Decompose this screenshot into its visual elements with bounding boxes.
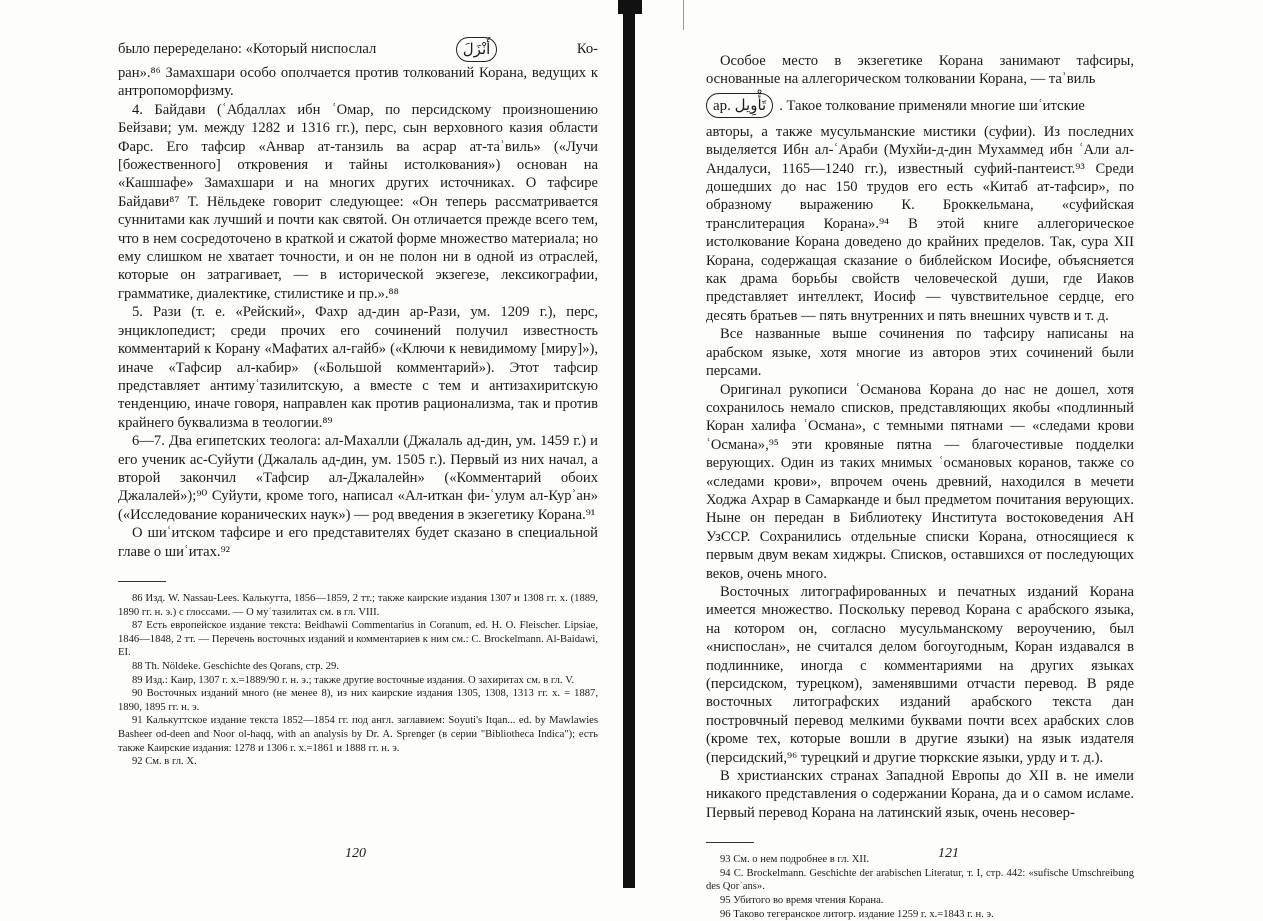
- footnote-92: 92 См. в гл. X.: [132, 756, 197, 768]
- left-paragraph-1: ран».⁸⁶ Замахшари особо ополчается против толкований Корана, ведущих к антропоморфизму.: [118, 65, 598, 100]
- right-intro-line: Особое место в экзегетике Корана занимают тафсиры, основанные на аллегорическом толковании Корана, — таʾвиль: [706, 53, 1134, 88]
- right-body: [706, 52, 1134, 822]
- right-paragraph-1: Все названные выше сочинения по тафсиру написаны на арабском языке, хотя многие из авторов этих сочинений были персами.: [706, 326, 1134, 380]
- footnote-96: 96 Таково тегеранское литогр. издание 1259 г. х.=1843 г. н. э.: [720, 908, 994, 920]
- arabic-term-box: [706, 93, 773, 118]
- left-first-line-before: было переределано: «Который ниспослал: [118, 40, 377, 57]
- left-paragraph-2: 4. Байдави (ʿАбдаллах ибн ʿОмар, по персидскому произношению Бейзави; ум. между 1282 и 1316 гг.), перс, сын верховного казия области Фарс. Его тафсир «Анвар ат-танзиль ва асрар ат-таʾвиль» («Лучи [божественного] откровения и тайны истолкования») основан на «Кашшафе» Замахшари и на многих других источниках. О тафсире Байдави⁸⁷ Т. Нёльдеке говорит следующее: «Он теперь рассматривается суннитами как лучший и почти как святой. Он отличается прежде всего тем, что в нем сосредоточено в краткой и сжатой форме множество материала; но ему слишком не хватает точности, и он не полон ни в одной из отраслей, которые он затрагивает, — в исторической экзегезе, лексикографии, грамматике, диалектике, стилистике и пр.».⁸⁸: [118, 101, 598, 302]
- left-page: [118, 40, 598, 769]
- footnote-89: 89 Изд.: Каир, 1307 г. х.=1889/90 г. н. э.; также другие восточные издания. О захиритах см. в гл. V.: [132, 674, 575, 686]
- right-intro-after: . Такое толкование применяли многие шиʿитские: [779, 97, 1085, 114]
- footnote-95: 95 Убитого во время чтения Корана.: [720, 895, 884, 907]
- left-footnotes: [118, 592, 598, 769]
- footnote-90: 90 Восточных изданий много (не менее 8), из них каирские издания 1305, 1308, 1313 гг. х. = 1887, 1890, 1895 гг. н. э.: [118, 688, 598, 713]
- right-intro-arabic-line: [706, 89, 1134, 123]
- footnote-86: 86 Изд. W. Nassau-Lees. Калькутта, 1856—1859, 2 тт.; также каирские издания 1307 и 1308 гг. х. (1889, 1890 гг. н. э.) с глоссами. — О муʿтазилитах см. в гл. VIII.: [118, 592, 598, 618]
- gutter-shadow: [623, 10, 635, 888]
- page-number-right: 121: [938, 846, 959, 861]
- arabic-term: تَأْوِيل: [734, 96, 767, 115]
- footnote-87: 87 Есть европейское издание текста: Beidhawii Commentarius in Coranum, ed. H. O. Fleischer. Lipsiae, 1846—1848, 2 тт. — Перечень восточных изданий и комментариев к ним см.: C. Brockelmann. Al-Baidawi, EI.: [118, 620, 598, 659]
- footnote-rule-left: [118, 581, 166, 582]
- right-footnotes: [706, 853, 1134, 921]
- right-paragraph-4: В христианских странах Западной Европы до XII в. не имели никакого представления о содержании Корана, да и о самом исламе. Первый перевод Корана на латинский язык, очень несовер-: [706, 768, 1134, 821]
- right-intro: [706, 52, 1134, 123]
- arabic-word-box: [456, 37, 498, 62]
- right-paragraph-3: Восточных литографированных и печатных изданий Корана имеется множество. Поскольку перевод Корана с арабского языка, на котором он, согласно мусульманскому вероучению, был «ниспослан», не считался делом богоугодным, Коран издавался в подлиннике, иногда с комментариями на других языках (персидском, турецком), заменявшими отчасти перевод. В ряде восточных литографских изданий арабского текста дан постровчный перевод мелкими буквами почти всех арабских слов (кроме тех, которые вошли в другие языки) на язык издателя (персидский,⁹⁶ турецкий и другие тюркские языки, урду и т. д.).: [706, 583, 1134, 766]
- footnote-93: 93 См. о нем подробнее в гл. XII.: [720, 854, 870, 866]
- footnote-88: 88 Th. Nöldeke. Geschichte des Qorans, стр. 29.: [132, 660, 339, 672]
- book-gutter: [618, 0, 640, 888]
- arabic-word: أَنْزَلَ: [462, 39, 491, 58]
- page-edge-line: [683, 0, 684, 30]
- right-paragraph-0: авторы, а также мусульманские мистики (суфии). Из последних выделяется Ибн ал-ʿАраби (Мухйи-д-дин Мухаммед ибн ʿАли ал-Андалуси, 1165—1240 гг.), известный суфий-пантеист.⁹³ Среди дошедших до нас 150 трудов его есть «Китаб ат-тафсир», по образному выражению К. Броккельмана, «суфийская транслитерация Корана».⁹⁴ В этой книге аллегорическое истолкование Корана доведено до крайних пределов. Так, сура XII Корана, содержащая сказание о библейском Иосифе, объясняется как драма борьбы свойств человеческой души, где Иаков представляет интеллект, Иосиф — чувствительное сердце, его десять братьев — пять внутренних и пять внешних чувств и т. д.: [706, 123, 1134, 324]
- right-page: [706, 40, 1134, 921]
- footnote-91: 91 Калькуттское издание текста 1852—1854 гг. под англ. заглавием: Soyuti's Itqan... ed. by Mawlawies Basheer od-deen and Noor ol-haqq, with an analysis by Dr. A. Sprenger (в серии "Bibliotheca Indica"); есть также Каирские издания: 1278 и 1306 г. х.=1861 и 1888 гг. н. э.: [118, 715, 598, 754]
- footnote-rule-right: [706, 842, 754, 843]
- left-paragraph-4: 6—7. Два египетских теолога: ал-Махалли (Джалаль ад-дин, ум. 1459 г.) и его ученик ас-Суйути (Джалаль ад-дин, ум. 1505 г.). Первый из них начал, а второй закончил «Тафсир ал-Джалалейн» («Комментарий обоих Джалалей»);⁹⁰ Суйути, кроме того, написал «Ал-иткан фи-ʿулум ал-Курʾан» («Исследование коранических наук») — род введения в экзегетику Корана.⁹¹: [118, 433, 598, 523]
- right-paragraph-2: Оригинал рукописи ʿОсманова Корана до нас не дошел, хотя сохранилось немало списков, представляющих якобы «подлинный Коран халифа ʿОсмана», с темными пятнами — «следами крови ʿОсмана»,⁹⁵ эти кровяные пятна — благочестивые подделки верующих. Один из таких мнимых ʿосмановых коранов, также со «следами крови», впрочем очень древний, находился в мечети Ходжа Ахрар в Самарканде и был предметом почитания верующих. Ныне он передан в Библиотеку Института востоковедения АН УзССР. Сохранились отдельные списки Корана, относящиеся к первым двум векам хиджры. Списков, оставшихся от последующих веков, очень много.: [706, 381, 1134, 582]
- page-number-left: 120: [345, 846, 366, 861]
- left-paragraph-5: О шиʿитском тафсире и его представителях будет сказано в специальной главе о шиʿитах.⁹²: [118, 525, 598, 560]
- left-body: [118, 34, 598, 561]
- arabic-prefix: ар.: [713, 98, 731, 115]
- left-paragraph-3: 5. Рази (т. е. «Рейский», Фахр ад-дин ар-Рази, ум. 1209 г.), перс, энциклопедист; среди прочих его сочинений получил известность комментарий к Корану «Мафатих ал-гайб» («Ключи к невидимому [миру]»), иначе «Тафсир ал-кабир» («Большой комментарий»). Этот тафсир представляет антимуʿтазилитскую, а вместе с тем и антизахиритскую тенденцию, иначе говоря, направлен как против рационализма, так и против крайнего буквализма в теологии.⁸⁹: [118, 304, 598, 431]
- left-first-line-after: Ко-: [576, 40, 598, 57]
- left-first-line: [118, 34, 598, 64]
- footnote-94: 94 C. Brockelmann. Geschichte der arabischen Literatur, т. I, стр. 442: «sufische Umschreibung des Qorʾans».: [706, 867, 1134, 893]
